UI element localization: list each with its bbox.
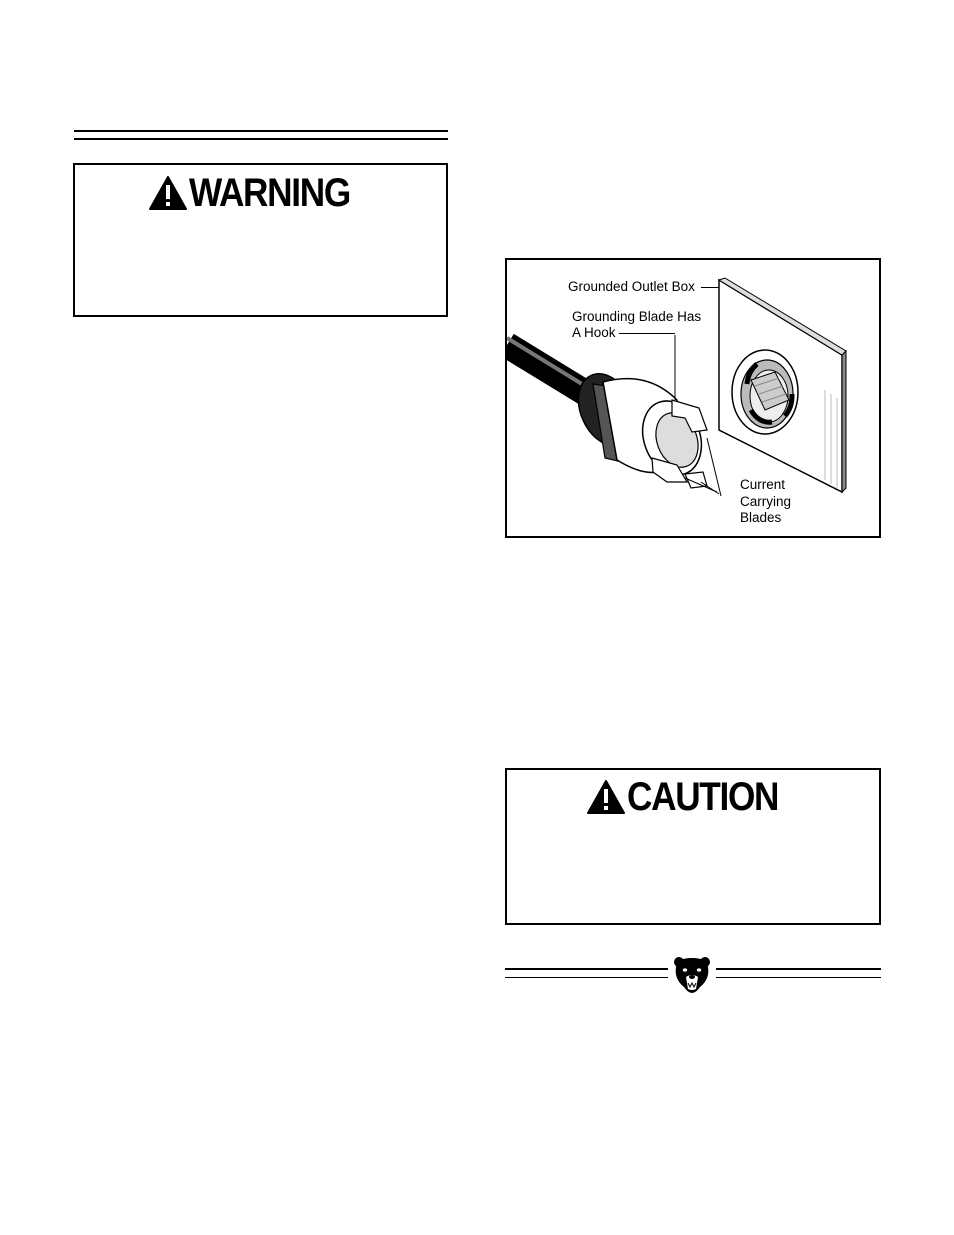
leader-outlet-box — [701, 287, 719, 288]
plug-outlet-illustration — [507, 260, 879, 536]
warning-triangle-icon — [149, 176, 187, 210]
warning-box — [73, 163, 448, 317]
footer-rule-left-thick — [505, 968, 668, 970]
label-grounded-outlet-box: Grounded Outlet Box — [568, 279, 695, 294]
label-current-line3: Blades — [740, 510, 782, 525]
section-header-rule-bottom — [74, 138, 448, 140]
caution-triangle-icon — [587, 780, 625, 814]
plug-figure — [505, 258, 881, 538]
caution-label: CAUTION — [627, 775, 779, 819]
label-grounding-blade-line1: Grounding Blade Has — [572, 309, 702, 324]
warning-banner — [75, 173, 446, 213]
warning-label: WARNING — [189, 171, 350, 215]
label-current-line1: Current — [740, 477, 786, 492]
label-current-line2: Carrying — [740, 494, 792, 509]
label-grounding-blade-line2: A Hook — [572, 325, 616, 340]
footer-rule-right-thin — [716, 977, 881, 978]
section-header-rule-top — [74, 130, 448, 132]
leader-grounding-blade — [619, 333, 675, 334]
footer-rule-left-thin — [505, 977, 668, 978]
caution-box — [505, 768, 881, 925]
footer-rule-right-thick — [716, 968, 881, 970]
caution-banner — [507, 777, 879, 817]
bear-head-icon — [672, 955, 712, 995]
